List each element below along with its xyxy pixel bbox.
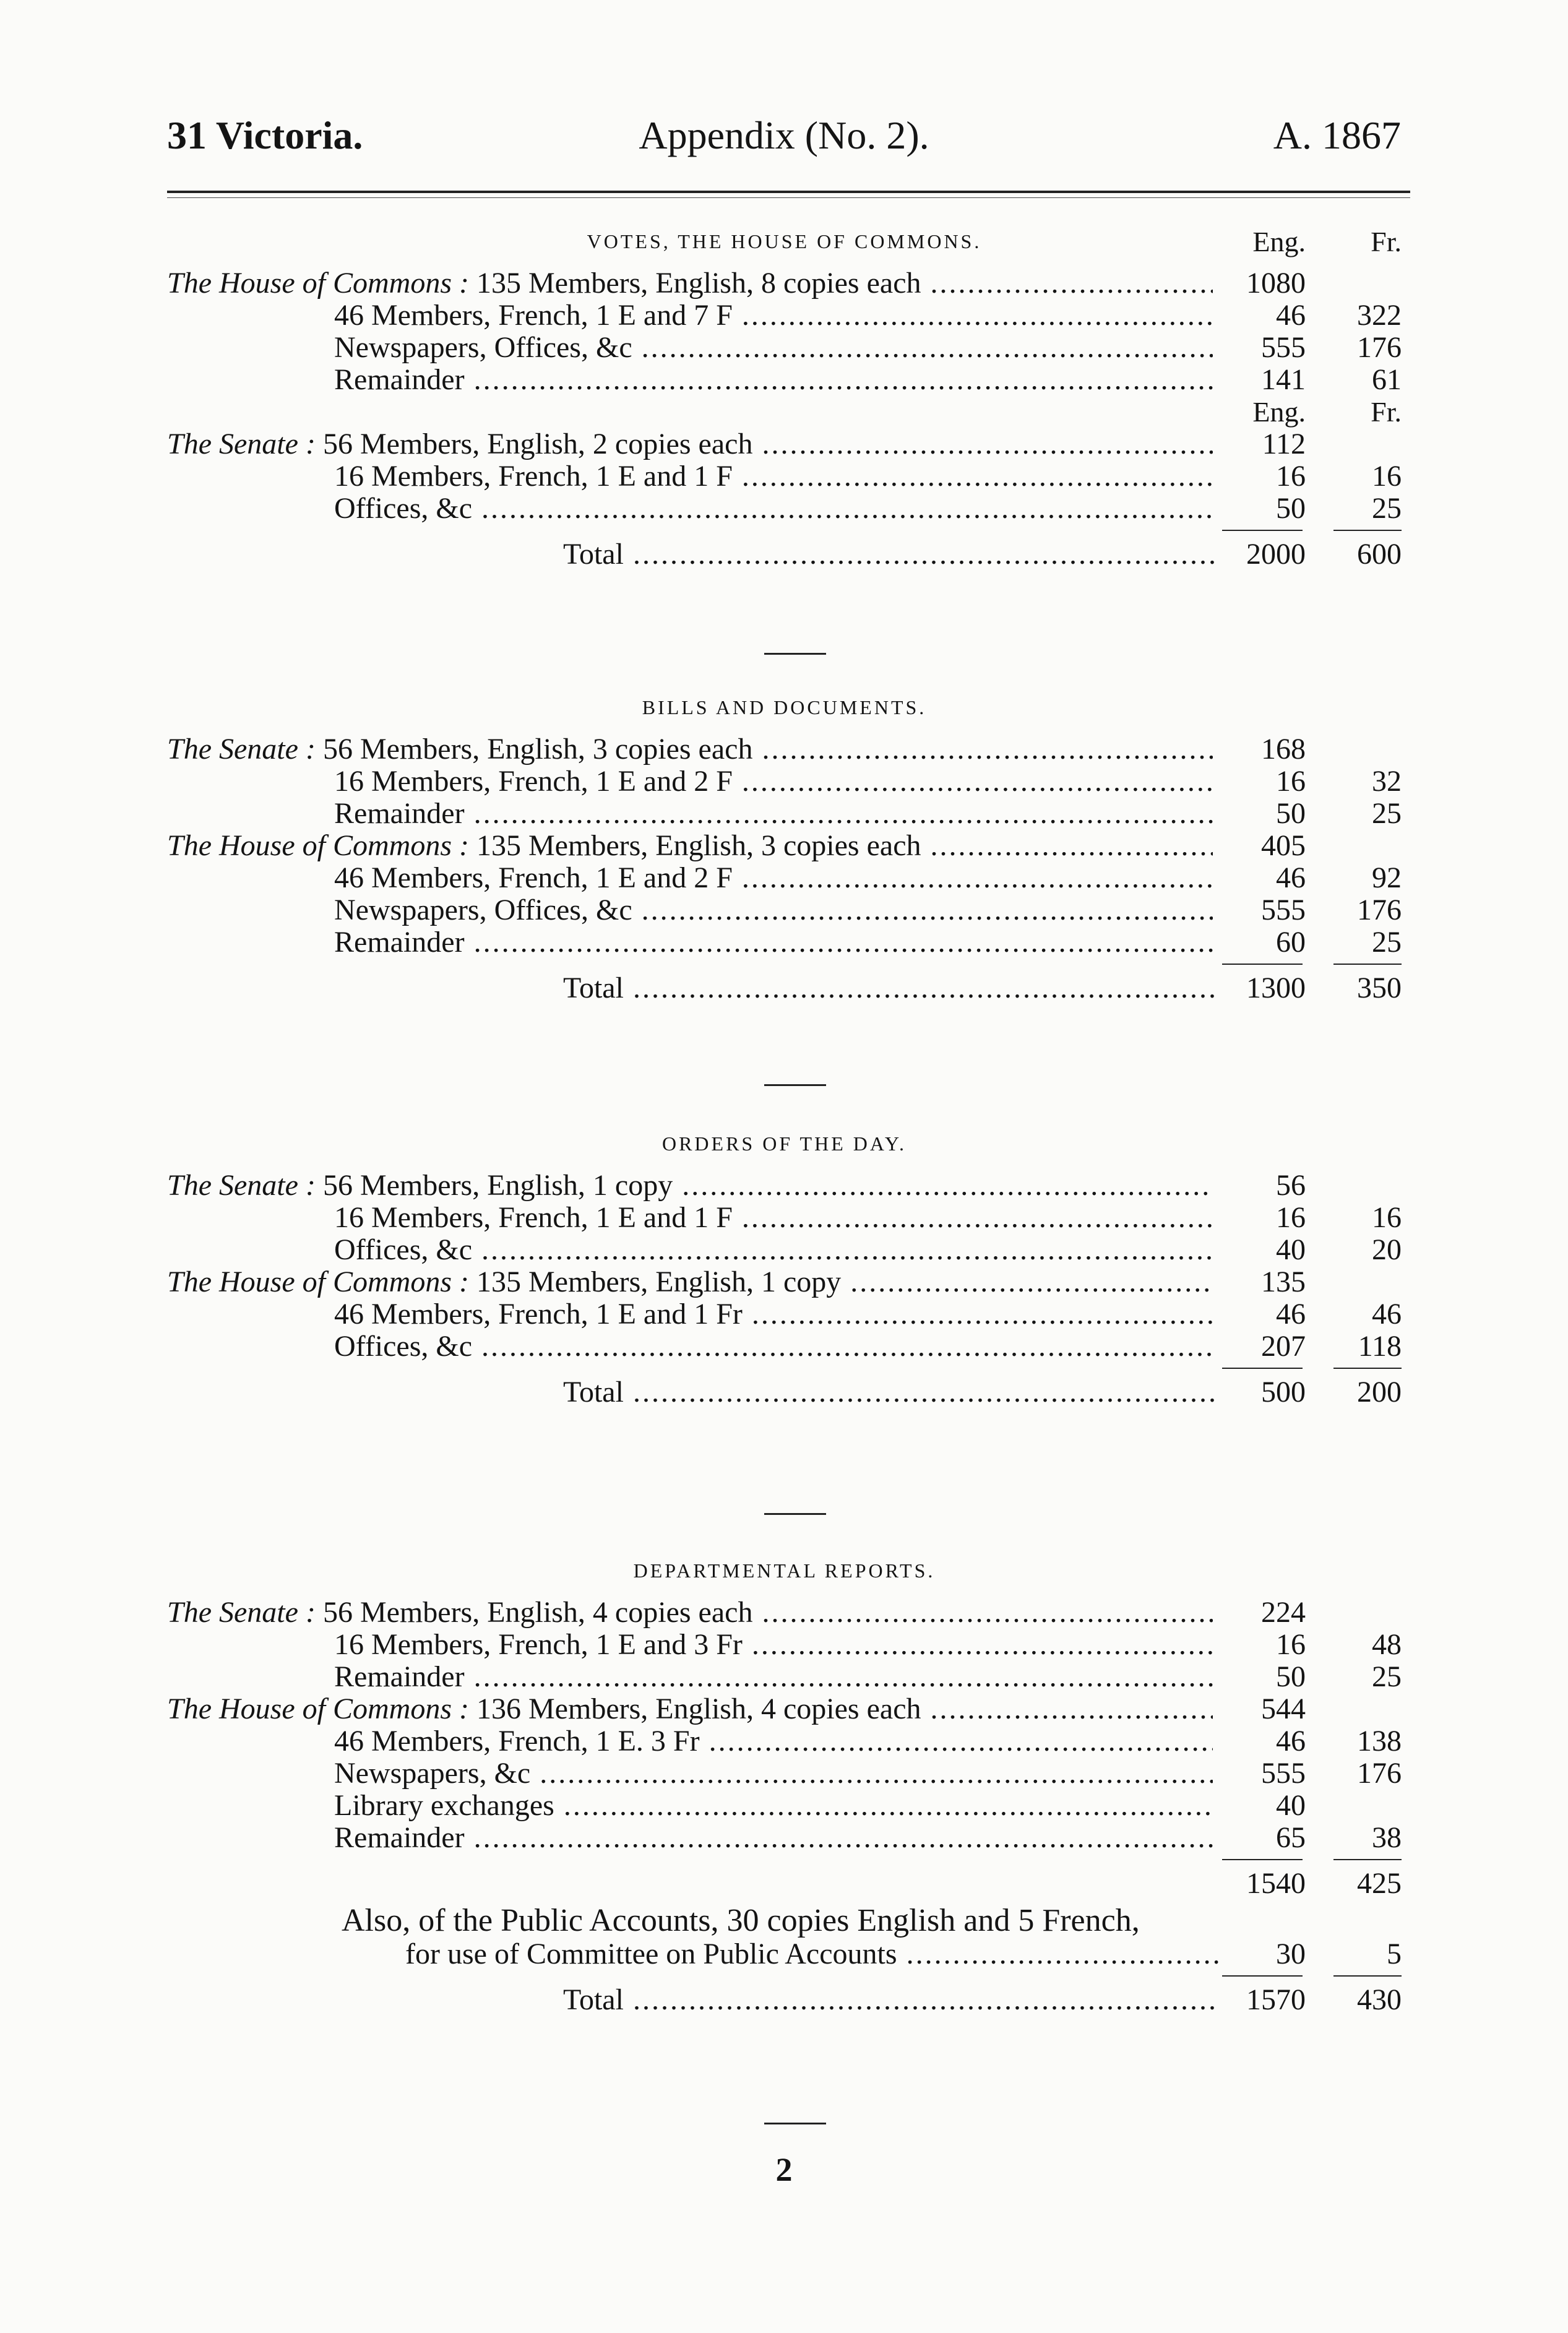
row-description: Newspapers, &c	[334, 1757, 531, 1790]
french-copies: 20	[1372, 1233, 1402, 1266]
row-description: Remainder	[334, 798, 465, 830]
english-copies: 46	[1276, 1725, 1306, 1757]
french-copies: 16	[1372, 460, 1402, 493]
section-bills	[167, 696, 1402, 1004]
subtotal-french: 425	[1357, 1867, 1402, 1900]
house-label: The House of Commons :	[167, 1693, 469, 1725]
table-row	[167, 830, 1402, 862]
header-regnal-year: 31 Victoria.	[167, 113, 363, 157]
section-divider	[764, 2123, 826, 2124]
total-row	[167, 1376, 1402, 1408]
total-english: 2000	[1246, 538, 1306, 571]
section-departmental-reports	[167, 1559, 1402, 2016]
row-description: 46 Members, French, 1 E. 3 Fr	[334, 1725, 700, 1757]
row-description: Offices, &c	[334, 1330, 473, 1363]
house-label: The Senate :	[167, 733, 316, 765]
row-description: 56 Members, English, 4 copies each	[322, 1597, 753, 1629]
english-copies: Eng.	[1252, 396, 1306, 428]
row-description: 56 Members, English, 1 copy	[322, 1170, 673, 1202]
total-english: 1570	[1246, 1983, 1306, 2016]
english-copies: 168	[1261, 733, 1306, 765]
table-row	[167, 1661, 1402, 1693]
table-row	[167, 493, 1402, 525]
page-number: 2	[775, 2151, 793, 2188]
english-copies: 405	[1261, 829, 1306, 862]
english-copies: 65	[1276, 1821, 1306, 1854]
english-copies: 135	[1261, 1266, 1306, 1298]
french-copies: 322	[1357, 299, 1402, 332]
header-year: A. 1867	[1273, 113, 1401, 157]
row-description: 16 Members, French, 1 E and 1 F	[334, 460, 733, 493]
section-divider	[764, 653, 826, 655]
header-appendix-title: Appendix (No. 2).	[639, 113, 929, 157]
french-copies: 38	[1372, 1821, 1402, 1854]
total-row	[167, 972, 1402, 1004]
column-header-row	[167, 396, 1402, 428]
sum-rules	[167, 1854, 1402, 1868]
french-copies: 92	[1372, 861, 1402, 894]
french-copies: 176	[1357, 894, 1402, 926]
total-french: 200	[1357, 1376, 1402, 1408]
english-copies: 141	[1261, 363, 1306, 396]
house-label: The House of Commons :	[167, 830, 469, 862]
public-accounts-english: 30	[1276, 1938, 1306, 1970]
section-rows	[167, 1597, 1402, 1854]
column-header-english: Eng.	[1252, 226, 1306, 257]
english-copies: 50	[1276, 797, 1306, 830]
english-copies: 207	[1261, 1330, 1306, 1363]
table-row	[167, 1266, 1402, 1298]
row-description: 46 Members, French, 1 E and 7 F	[334, 300, 733, 332]
english-copies: 46	[1276, 1298, 1306, 1330]
english-copies: 224	[1261, 1596, 1306, 1629]
french-copies: 16	[1372, 1201, 1402, 1234]
french-copies: 46	[1372, 1298, 1402, 1330]
house-label: The Senate :	[167, 1170, 316, 1202]
table-row	[167, 1822, 1402, 1854]
row-description: Library exchanges	[334, 1790, 554, 1822]
english-copies: 50	[1276, 1660, 1306, 1693]
header-rule-thick	[167, 191, 1410, 193]
english-copies: 555	[1261, 1757, 1306, 1790]
sum-rules	[167, 1363, 1402, 1376]
row-description: Remainder	[334, 1822, 465, 1854]
english-copies: 16	[1276, 765, 1306, 798]
total-english: 500	[1261, 1376, 1306, 1408]
row-description: 16 Members, French, 1 E and 2 F	[334, 765, 733, 798]
table-row	[167, 300, 1402, 332]
subtotal-english: 1540	[1246, 1867, 1306, 1900]
row-description: Newspapers, Offices, &c	[334, 332, 632, 364]
house-label: The House of Commons :	[167, 267, 469, 300]
table-row	[167, 1757, 1402, 1790]
house-label: The House of Commons :	[167, 1266, 469, 1298]
french-copies: 138	[1357, 1725, 1402, 1757]
english-copies: 46	[1276, 861, 1306, 894]
french-copies: 176	[1357, 1757, 1402, 1790]
row-description: Remainder	[334, 364, 465, 396]
row-description: Offices, &c	[334, 1234, 473, 1266]
table-row	[167, 460, 1402, 493]
table-row	[167, 1234, 1402, 1266]
total-label: Total	[563, 1984, 624, 2016]
english-copies: 555	[1261, 331, 1306, 364]
table-row	[167, 862, 1402, 894]
english-copies: 40	[1276, 1233, 1306, 1266]
row-description: 16 Members, French, 1 E and 3 Fr	[334, 1629, 743, 1661]
english-copies: 544	[1261, 1693, 1306, 1725]
subtotal-row	[167, 1868, 1402, 1900]
row-description: 46 Members, French, 1 E and 1 Fr	[334, 1298, 743, 1330]
total-row	[167, 538, 1402, 571]
table-row	[167, 894, 1402, 926]
french-copies: 25	[1372, 926, 1402, 959]
table-row	[167, 798, 1402, 830]
english-copies: 50	[1276, 492, 1306, 525]
table-row	[167, 1298, 1402, 1330]
french-copies: 48	[1372, 1628, 1402, 1661]
section-rows	[167, 267, 1402, 525]
english-copies: 56	[1276, 1169, 1306, 1202]
public-accounts-note-line1: Also, of the Public Accounts, 30 copies English and 5 French,	[342, 1904, 1140, 1938]
table-row	[167, 926, 1402, 959]
french-copies: 32	[1372, 765, 1402, 798]
french-copies: Fr.	[1371, 396, 1402, 428]
header-rule-thin	[167, 197, 1410, 198]
table-row	[167, 332, 1402, 364]
french-copies: 25	[1372, 1660, 1402, 1693]
table-row	[167, 1597, 1402, 1629]
total-label: Total	[563, 538, 624, 571]
row-description: 136 Members, English, 4 copies each	[476, 1693, 921, 1725]
section-title: DEPARTMENTAL REPORTS.	[633, 1559, 936, 1582]
english-copies: 46	[1276, 299, 1306, 332]
french-copies: 25	[1372, 797, 1402, 830]
total-french: 600	[1357, 538, 1402, 571]
english-copies: 112	[1262, 428, 1306, 460]
english-copies: 16	[1276, 1628, 1306, 1661]
total-row	[167, 1984, 1402, 2016]
row-description: 135 Members, English, 8 copies each	[476, 267, 921, 300]
row-description: 56 Members, English, 3 copies each	[322, 733, 753, 765]
running-header	[167, 113, 1401, 168]
table-row	[167, 765, 1402, 798]
row-description: 46 Members, French, 1 E and 2 F	[334, 862, 733, 894]
sum-rules	[167, 959, 1402, 972]
section-rows	[167, 1170, 1402, 1363]
section-title: ORDERS OF THE DAY.	[661, 1132, 907, 1155]
french-copies: 176	[1357, 331, 1402, 364]
row-description: 56 Members, English, 2 copies each	[322, 428, 753, 460]
total-french: 430	[1357, 1983, 1402, 2016]
section-title: VOTES, THE HOUSE OF COMMONS.	[587, 230, 982, 252]
row-description: Remainder	[334, 1661, 465, 1693]
section-divider	[764, 1513, 826, 1515]
section-rows	[167, 733, 1402, 959]
table-row	[167, 364, 1402, 396]
table-row	[167, 1330, 1402, 1363]
table-row	[167, 1170, 1402, 1202]
english-copies: 60	[1276, 926, 1306, 959]
french-copies: 25	[1372, 492, 1402, 525]
row-description: 16 Members, French, 1 E and 1 F	[334, 1202, 733, 1234]
english-copies: 40	[1276, 1789, 1306, 1822]
french-copies: 61	[1372, 363, 1402, 396]
english-copies: 1080	[1246, 267, 1306, 300]
table-row	[167, 1629, 1402, 1661]
section-votes	[167, 226, 1402, 571]
table-row	[167, 267, 1402, 300]
row-description: Newspapers, Offices, &c	[334, 894, 632, 926]
section-title: BILLS AND DOCUMENTS.	[642, 696, 927, 718]
section-orders-of-the-day	[167, 1132, 1402, 1408]
section-divider	[764, 1084, 826, 1086]
row-description: 135 Members, English, 3 copies each	[476, 830, 921, 862]
table-row	[167, 1693, 1402, 1725]
public-accounts-note-line2: for use of Committee on Public Accounts ..... 30 5	[167, 1938, 1402, 1970]
total-label: Total	[563, 1376, 624, 1408]
column-header-french: Fr.	[1371, 226, 1402, 257]
sum-rules	[167, 525, 1402, 538]
table-row	[167, 1790, 1402, 1822]
table-row	[167, 1202, 1402, 1234]
table-row	[167, 1725, 1402, 1757]
row-description: Remainder	[334, 926, 465, 959]
english-copies: 16	[1276, 1201, 1306, 1234]
house-label: The Senate :	[167, 428, 316, 460]
english-copies: 555	[1261, 894, 1306, 926]
table-row	[167, 733, 1402, 765]
total-label: Total	[563, 972, 624, 1004]
public-accounts-french: 5	[1387, 1938, 1402, 1970]
sum-rules	[167, 1970, 1402, 1984]
french-copies: 118	[1358, 1330, 1402, 1363]
total-english: 1300	[1246, 972, 1306, 1004]
total-french: 350	[1357, 972, 1402, 1004]
table-row	[167, 428, 1402, 460]
english-copies: 16	[1276, 460, 1306, 493]
house-label: The Senate :	[167, 1597, 316, 1629]
row-description: Offices, &c	[334, 493, 473, 525]
row-description: 135 Members, English, 1 copy	[476, 1266, 842, 1298]
